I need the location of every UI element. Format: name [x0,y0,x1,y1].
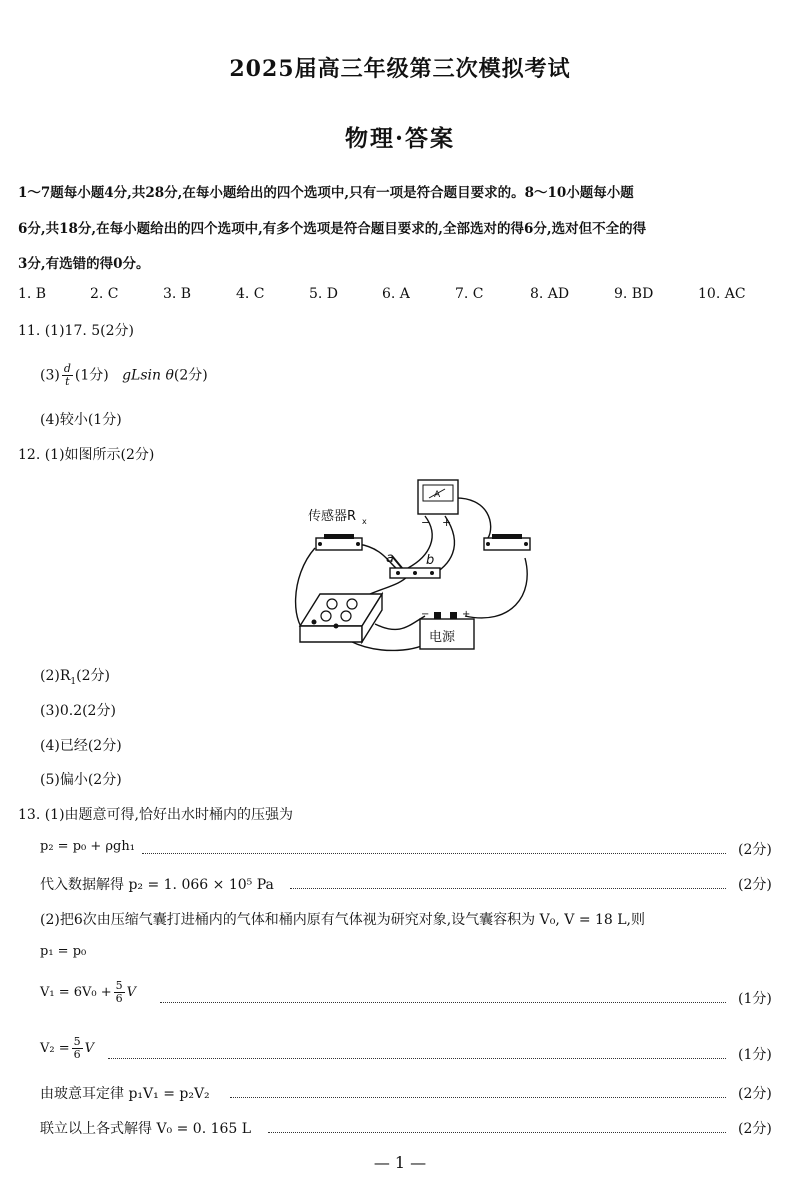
mc-answer-3: 3. B [163,286,192,302]
q13-eq5-num: 5 [73,1035,81,1048]
q13-eq5-fraction [72,1036,83,1061]
q13-part1: 13. (1)由题意可得,恰好出水时桶内的压强为 [18,807,293,823]
power-minus: − [421,609,430,620]
page-title: 2025届高三年级第三次模拟考试 [229,56,571,82]
q13-score-1: (2分) [738,842,772,858]
q12-part4: (4)已经(2分) [40,738,122,754]
mc-answer-2: 2. C [90,286,119,302]
mc-answer-9: 9. BD [614,286,654,302]
intro-line-3: 3分,有选错的得0分。 [18,256,150,272]
q12-part2-score: (2分) [76,668,110,684]
q12-part3: (3)0.2(2分) [40,703,116,719]
leader-dots-6 [230,1097,726,1098]
mc-answer-8: 8. AD [530,286,570,302]
q13-score-5: (1分) [738,1047,772,1063]
q12-part2 [40,665,110,687]
fixed-resistor [484,534,530,550]
q13-eq6: 由玻意耳定律 p₁V₁ = p₂V₂ [40,1086,210,1102]
resistance-box [300,594,382,642]
intro-line-2: 6分,共18分,在每小题给出的四个选项中,有多个选项是符合题目要求的,全部选对的得6分,选对但不全的得 [18,221,647,237]
q11-part3-expression: gLsin θ [122,367,174,384]
power-label: 电源 [429,630,456,645]
q13-eq1: p₂ = p₀ + ρgh₁ [40,839,135,854]
q13-eq4 [40,980,136,1005]
switch-terminal-b: b [426,553,435,568]
circuit-diagram [290,476,550,652]
mc-answer-7: 7. C [455,286,484,302]
power-plus: + [462,609,471,620]
leader-dots-2 [290,888,726,889]
q12-part2-sub: 1 [70,676,77,687]
leader-dots-1 [142,853,726,854]
q13-eq5 [40,1036,94,1061]
mc-answer-10: 10. AC [698,286,746,302]
q11-frac-den: t [65,375,70,388]
q12-part2-text: (2)R [40,668,71,684]
q11-frac-num: d [63,362,71,375]
q13-score-2: (2分) [738,877,772,893]
sensor-label: 传感器R [308,509,357,524]
q12-part5: (5)偏小(2分) [40,772,122,788]
q13-eq5-var: V [84,1041,95,1056]
q13-eq3: p₁ = p₀ [40,944,87,959]
q13-score-7: (2分) [738,1121,772,1137]
q13-eq4-num: 5 [115,979,123,992]
mc-answer-6: 6. A [382,286,410,302]
ammeter-label: A [434,490,441,500]
mc-answer-5: 5. D [309,286,339,302]
ammeter-minus: − [421,516,431,529]
leader-dots-4 [160,1002,726,1003]
q11-part3-score-a: (1分) [74,367,109,384]
q11-part1: 11. (1)17. 5(2分) [18,323,134,339]
q13-eq4-fraction [114,980,125,1005]
q13-eq5-text: V₂ = [40,1041,70,1056]
q13-eq5-den: 6 [73,1048,81,1061]
mc-answer-4: 4. C [236,286,265,302]
q11-fraction [62,363,73,388]
q13-eq4-den: 6 [115,992,123,1005]
switch-terminal-a: a [386,551,394,566]
mc-answer-1: 1. B [18,286,47,302]
q13-score-6: (2分) [738,1086,772,1102]
page-subtitle: 物理·答案 [344,125,455,152]
intro-line-1: 1～7题每小题4分,共28分,在每小题给出的四个选项中,只有一项是符合题目要求的。8～10小题每小题 [18,185,634,201]
q13-eq4-text: V₁ = 6V₀ + [40,985,112,1000]
q11-part4: (4)较小(1分) [40,412,122,428]
ammeter-plus: + [442,516,452,529]
q13-eq2: 代入数据解得 p₂ = 1. 066 × 10⁵ Pa [40,877,274,893]
q12-part1: 12. (1)如图所示(2分) [18,447,155,463]
sensor-label-sub: x [362,517,367,526]
q13-score-4: (1分) [738,991,772,1007]
q11-part3-label: (3) [40,367,60,384]
q11-part3-score-b: (2分) [173,367,208,384]
leader-dots-5 [108,1058,726,1059]
page-number: — 1 — [373,1153,427,1172]
q13-eq7: 联立以上各式解得 V₀ = 0. 165 L [40,1121,252,1137]
q13-part2: (2)把6次由压缩气囊打进桶内的气体和桶内原有气体视为研究对象,设气囊容积为 V₀, V = 18 L,则 [40,912,646,928]
sensor-resistor [316,534,362,550]
leader-dots-7 [268,1132,726,1133]
q13-eq4-var: V [126,985,137,1000]
q11-part3 [40,363,208,388]
